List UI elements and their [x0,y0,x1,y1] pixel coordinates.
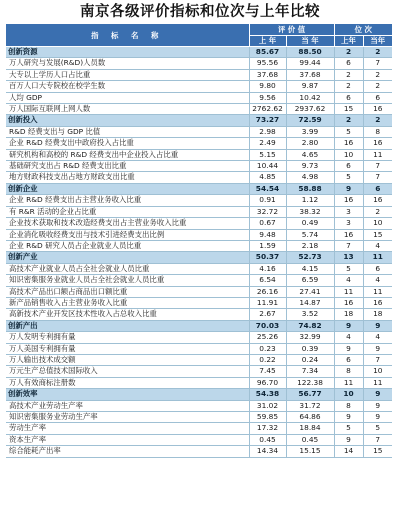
cell-value-last-year: 0.91 [249,195,286,206]
cell-rank-last-year: 9 [334,412,363,423]
cell-rank-last-year: 16 [334,297,363,308]
cell-rank-last-year: 9 [334,343,363,354]
cell-value-last-year: 2.98 [249,126,286,137]
cell-rank-this-year: 11 [363,252,392,263]
cell-indicator-name: 万人有效商标注册数 [6,377,249,388]
cell-value-this-year: 122.38 [286,377,334,388]
cell-indicator-name: 企业 R&D 经费支出中政府投入占比重 [6,138,249,149]
cell-rank-this-year: 16 [363,297,392,308]
cell-rank-this-year: 4 [363,332,392,343]
cell-indicator-name: 基础研究支出占 R&D 经费支出比重 [6,161,249,172]
cell-value-last-year: 9.80 [249,81,286,92]
cell-value-this-year: 72.59 [286,115,334,126]
cell-rank-last-year: 9 [334,320,363,331]
cell-value-last-year: 50.37 [249,252,286,263]
cell-rank-this-year: 2 [363,47,392,58]
cell-value-last-year: 4.85 [249,172,286,183]
cell-value-last-year: 0.22 [249,354,286,365]
cell-indicator-name: 企业 R&D 研究人员占企业就业人员比重 [6,240,249,251]
cell-indicator-name: 人均 GDP [6,92,249,103]
cell-indicator-name: 万人输出技术成交额 [6,354,249,365]
cell-rank-this-year: 15 [363,446,392,457]
cell-rank-this-year: 7 [363,161,392,172]
cell-value-last-year: 25.26 [249,332,286,343]
cell-rank-this-year: 16 [363,104,392,115]
cell-rank-last-year: 16 [334,138,363,149]
header-value-group: 评 价 值 [249,24,334,36]
header-rank-this-year: 当年 [363,36,392,47]
cell-indicator-name: 新产品销售收入占主营业务收入比重 [6,297,249,308]
cell-value-last-year: 9.48 [249,229,286,240]
cell-rank-last-year: 5 [334,172,363,183]
cell-value-this-year: 74.82 [286,320,334,331]
table-row [6,195,392,206]
cell-indicator-name: 高技术产品出口额占商品出口额比重 [6,286,249,297]
cell-value-this-year: 37.68 [286,69,334,80]
table-row [6,229,392,240]
table-row [6,92,392,103]
cell-indicator-name: 创新企业 [6,183,249,194]
cell-value-this-year: 9.87 [286,81,334,92]
cell-indicator-name: 企业消化吸收经费支出与技术引进经费支出比例 [6,229,249,240]
cell-rank-last-year: 8 [334,400,363,411]
table-row [6,138,392,149]
cell-rank-last-year: 4 [334,275,363,286]
cell-indicator-name: 大专以上学历人口占比重 [6,69,249,80]
cell-rank-last-year: 18 [334,309,363,320]
cell-rank-this-year: 9 [363,389,392,400]
cell-rank-last-year: 9 [334,183,363,194]
cell-rank-this-year: 6 [363,92,392,103]
cell-value-last-year: 96.70 [249,377,286,388]
cell-rank-this-year: 2 [363,115,392,126]
cell-rank-this-year: 9 [363,400,392,411]
cell-value-last-year: 0.67 [249,218,286,229]
table-row [6,69,392,80]
category-row [6,389,392,400]
cell-rank-last-year: 2 [334,47,363,58]
cell-value-this-year: 3.99 [286,126,334,137]
cell-value-this-year: 0.24 [286,354,334,365]
cell-value-this-year: 7.34 [286,366,334,377]
cell-value-last-year: 10.44 [249,161,286,172]
cell-value-last-year: 17.32 [249,423,286,434]
cell-value-last-year: 95.56 [249,58,286,69]
table-row [6,81,392,92]
cell-rank-this-year: 4 [363,240,392,251]
cell-rank-last-year: 10 [334,389,363,400]
cell-value-this-year: 0.39 [286,343,334,354]
cell-indicator-name: 劳动生产率 [6,423,249,434]
cell-rank-last-year: 5 [334,126,363,137]
cell-rank-last-year: 8 [334,366,363,377]
cell-indicator-name: R&D 经费支出与 GDP 比值 [6,126,249,137]
cell-indicator-name: 有 R&R 活动的企业占比重 [6,206,249,217]
cell-rank-this-year: 8 [363,126,392,137]
cell-rank-this-year: 2 [363,81,392,92]
cell-rank-this-year: 11 [363,377,392,388]
header-value-this-year: 当 年 [286,36,334,47]
cell-indicator-name: 创新效率 [6,389,249,400]
cell-rank-last-year: 7 [334,240,363,251]
table-row [6,434,392,445]
cell-rank-last-year: 9 [334,434,363,445]
cell-rank-last-year: 6 [334,354,363,365]
cell-value-last-year: 0.23 [249,343,286,354]
cell-rank-this-year: 7 [363,58,392,69]
cell-indicator-name: 知识密集服务业劳动生产率 [6,412,249,423]
cell-value-this-year: 6.59 [286,275,334,286]
cell-value-this-year: 32.99 [286,332,334,343]
cell-value-last-year: 73.27 [249,115,286,126]
cell-rank-last-year: 11 [334,286,363,297]
table-row [6,377,392,388]
cell-indicator-name: 万元生产总值技术国际收入 [6,366,249,377]
cell-rank-this-year: 11 [363,149,392,160]
cell-value-last-year: 6.54 [249,275,286,286]
cell-value-this-year: 38.32 [286,206,334,217]
cell-indicator-name: 万人研究与发展(R&D)人员数 [6,58,249,69]
cell-indicator-name: 创新产业 [6,252,249,263]
table-row [6,400,392,411]
cell-value-last-year: 7.45 [249,366,286,377]
cell-rank-last-year: 6 [334,161,363,172]
cell-value-last-year: 37.68 [249,69,286,80]
category-row [6,320,392,331]
cell-value-this-year: 4.15 [286,263,334,274]
cell-rank-this-year: 7 [363,434,392,445]
cell-rank-this-year: 16 [363,138,392,149]
table-row [6,240,392,251]
table-row [6,354,392,365]
cell-rank-last-year: 15 [334,104,363,115]
cell-value-this-year: 52.73 [286,252,334,263]
cell-value-this-year: 99.44 [286,58,334,69]
header-indicator-name: 指 标 名 称 [6,24,249,47]
cell-rank-last-year: 13 [334,252,363,263]
cell-rank-last-year: 5 [334,423,363,434]
table-row [6,366,392,377]
cell-indicator-name: 创新投入 [6,115,249,126]
table-row [6,275,392,286]
cell-rank-this-year: 9 [363,412,392,423]
cell-value-this-year: 4.65 [286,149,334,160]
cell-value-this-year: 9.73 [286,161,334,172]
table-row [6,412,392,423]
cell-value-last-year: 70.03 [249,320,286,331]
cell-value-this-year: 2.80 [286,138,334,149]
table-row [6,332,392,343]
cell-value-this-year: 15.15 [286,446,334,457]
cell-value-this-year: 3.52 [286,309,334,320]
cell-indicator-name: 高技术产业劳动生产率 [6,400,249,411]
cell-value-last-year: 4.16 [249,263,286,274]
cell-value-this-year: 0.49 [286,218,334,229]
cell-rank-last-year: 11 [334,377,363,388]
cell-value-last-year: 5.15 [249,149,286,160]
table-row [6,286,392,297]
cell-value-this-year: 5.74 [286,229,334,240]
table-row [6,343,392,354]
cell-rank-this-year: 9 [363,343,392,354]
cell-value-this-year: 18.84 [286,423,334,434]
cell-value-this-year: 31.72 [286,400,334,411]
table-row [6,446,392,457]
cell-indicator-name: 资本生产率 [6,434,249,445]
header-rank-last-year: 上年 [334,36,363,47]
cell-rank-last-year: 16 [334,229,363,240]
cell-rank-this-year: 7 [363,172,392,183]
category-row [6,47,392,58]
cell-value-last-year: 2.49 [249,138,286,149]
category-row [6,183,392,194]
table-row [6,309,392,320]
cell-value-this-year: 27.41 [286,286,334,297]
cell-indicator-name: 万人发明专利拥有量 [6,332,249,343]
cell-value-last-year: 54.38 [249,389,286,400]
cell-rank-this-year: 18 [363,309,392,320]
cell-value-this-year: 1.12 [286,195,334,206]
table-row [6,126,392,137]
cell-rank-this-year: 10 [363,366,392,377]
cell-indicator-name: 万人美国专利拥有量 [6,343,249,354]
cell-value-last-year: 59.85 [249,412,286,423]
cell-rank-this-year: 2 [363,206,392,217]
cell-rank-last-year: 2 [334,69,363,80]
cell-indicator-name: 企业技术获取和技术改造经费支出占主营业务收入比重 [6,218,249,229]
cell-rank-this-year: 5 [363,423,392,434]
table-row [6,172,392,183]
cell-indicator-name: 知识密集服务业就业人员占全社会就业人员比重 [6,275,249,286]
cell-rank-this-year: 16 [363,195,392,206]
page-title: 南京各级评价指标和位次与上年比较 [80,4,320,20]
cell-value-last-year: 14.34 [249,446,286,457]
cell-indicator-name: 企业 R&D 经费支出占主营业务收入比重 [6,195,249,206]
cell-rank-last-year: 2 [334,81,363,92]
cell-value-this-year: 4.98 [286,172,334,183]
cell-rank-this-year: 7 [363,354,392,365]
cell-indicator-name: 研究机构和高校的 R&D 经费支出中企业投入占比重 [6,149,249,160]
cell-value-this-year: 88.50 [286,47,334,58]
cell-rank-last-year: 6 [334,58,363,69]
header-rank-group: 位 次 [334,24,392,36]
cell-value-this-year: 14.87 [286,297,334,308]
table-row [6,161,392,172]
cell-value-this-year: 2937.62 [286,104,334,115]
cell-value-last-year: 31.02 [249,400,286,411]
cell-indicator-name: 综合能耗产出率 [6,446,249,457]
table-header [6,24,392,47]
cell-value-last-year: 2762.62 [249,104,286,115]
cell-rank-last-year: 6 [334,92,363,103]
cell-value-this-year: 2.18 [286,240,334,251]
cell-value-last-year: 2.67 [249,309,286,320]
cell-value-last-year: 0.45 [249,434,286,445]
table-body [6,47,392,458]
cell-value-this-year: 0.45 [286,434,334,445]
cell-indicator-name: 创新资源 [6,47,249,58]
cell-rank-last-year: 2 [334,115,363,126]
cell-value-last-year: 85.67 [249,47,286,58]
cell-indicator-name: 高技术产业就业人员占全社会就业人员比重 [6,263,249,274]
cell-rank-last-year: 14 [334,446,363,457]
cell-value-last-year: 11.91 [249,297,286,308]
cell-rank-last-year: 5 [334,263,363,274]
table-row [6,58,392,69]
cell-rank-last-year: 16 [334,195,363,206]
cell-value-last-year: 1.59 [249,240,286,251]
cell-value-last-year: 26.16 [249,286,286,297]
table-row [6,263,392,274]
cell-value-this-year: 10.42 [286,92,334,103]
cell-indicator-name: 高新技术产业开发区技术性收入占总收入比重 [6,309,249,320]
cell-rank-last-year: 3 [334,218,363,229]
table-row [6,104,392,115]
cell-rank-this-year: 4 [363,275,392,286]
cell-rank-this-year: 15 [363,229,392,240]
table-row [6,297,392,308]
category-row [6,252,392,263]
cell-rank-this-year: 11 [363,286,392,297]
cell-rank-this-year: 6 [363,183,392,194]
indicator-table [6,24,392,458]
cell-indicator-name: 创新产出 [6,320,249,331]
cell-rank-this-year: 6 [363,263,392,274]
cell-rank-this-year: 2 [363,69,392,80]
category-row [6,115,392,126]
cell-value-last-year: 9.56 [249,92,286,103]
cell-rank-last-year: 10 [334,149,363,160]
cell-value-last-year: 54.54 [249,183,286,194]
cell-value-this-year: 58.88 [286,183,334,194]
table-row [6,206,392,217]
cell-rank-last-year: 3 [334,206,363,217]
cell-rank-last-year: 4 [334,332,363,343]
cell-value-this-year: 56.77 [286,389,334,400]
table-row [6,218,392,229]
header-value-last-year: 上 年 [249,36,286,47]
cell-value-this-year: 64.86 [286,412,334,423]
cell-indicator-name: 百万人口大专院校在校学生数 [6,81,249,92]
cell-rank-this-year: 10 [363,218,392,229]
cell-indicator-name: 万人国际互联网上网人数 [6,104,249,115]
cell-rank-this-year: 9 [363,320,392,331]
cell-indicator-name: 地方财政科技支出占地方财政支出比重 [6,172,249,183]
table-row [6,149,392,160]
cell-value-last-year: 32.72 [249,206,286,217]
table-row [6,423,392,434]
